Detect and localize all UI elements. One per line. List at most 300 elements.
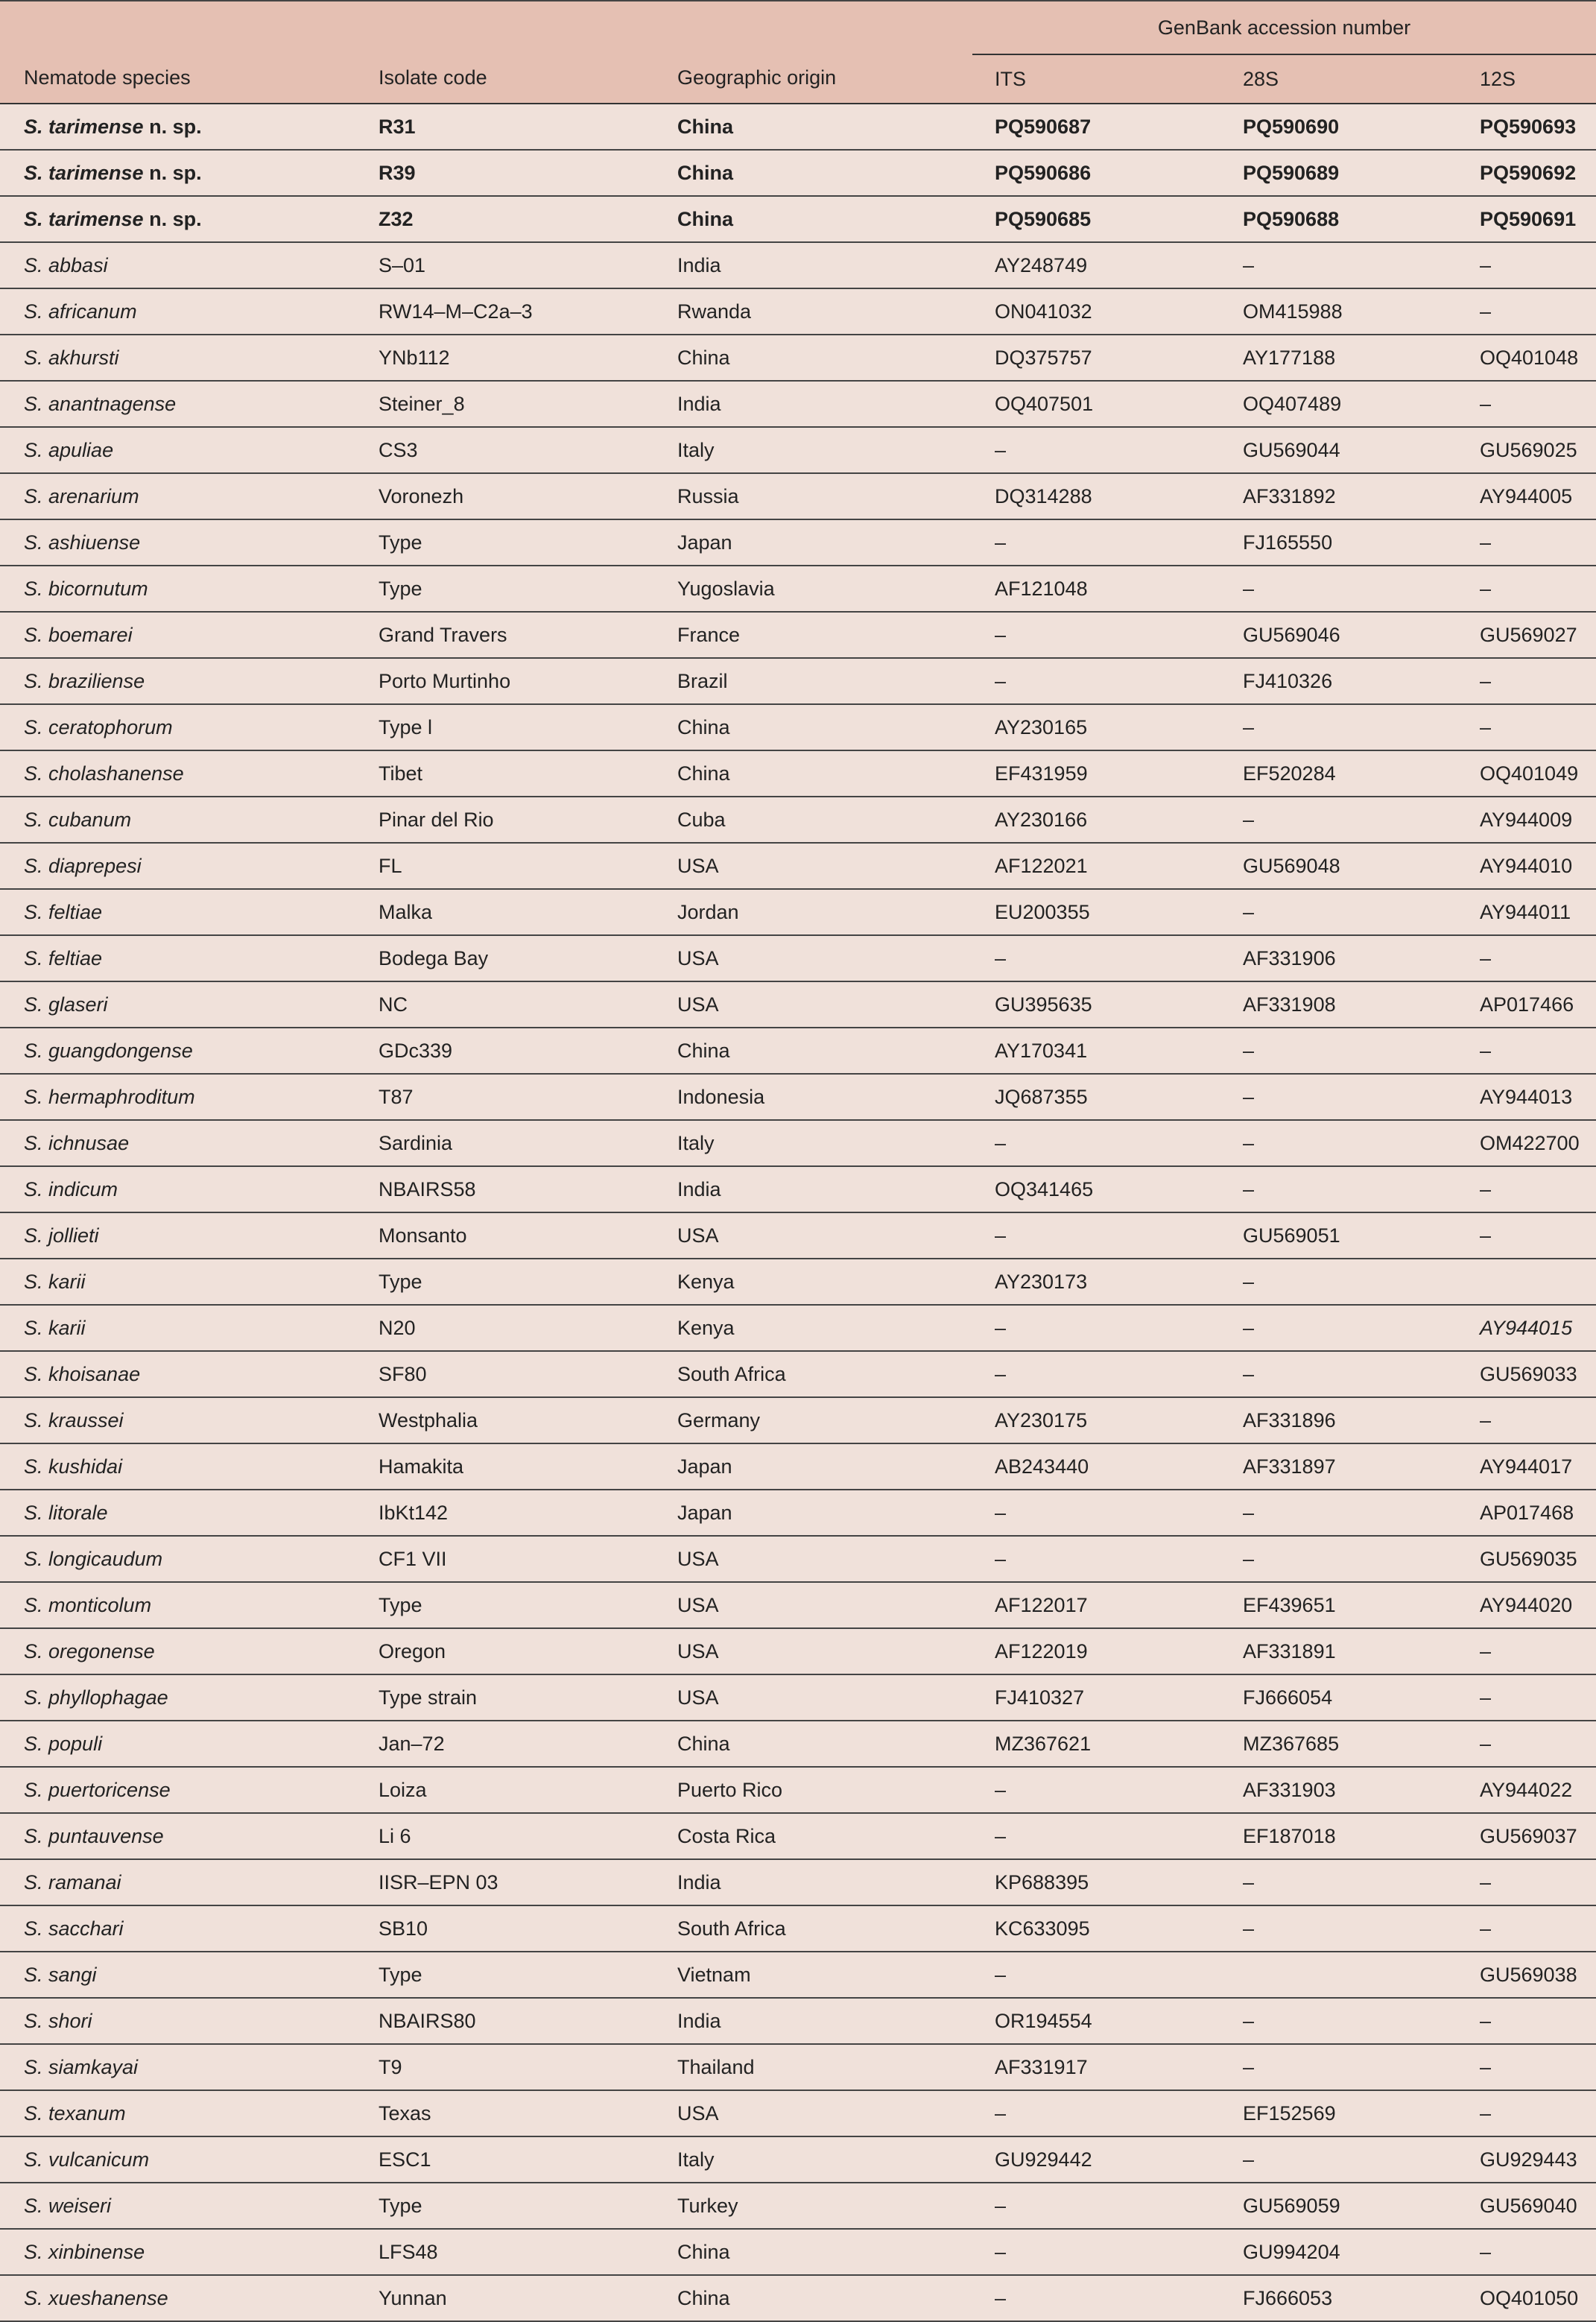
cell-origin: Italy — [653, 427, 972, 473]
species-name: S. karii — [24, 1270, 86, 1293]
table-row — [0, 519, 1596, 566]
cell-12s: PQ590691 — [1466, 196, 1596, 242]
cell-origin: South Africa — [653, 1905, 972, 1952]
cell-origin: China — [653, 1721, 972, 1767]
table-row — [0, 1674, 1596, 1721]
header-genbank: GenBank accession number — [972, 1, 1596, 54]
cell-12s: – — [1466, 1998, 1596, 2044]
cell-its: AF122017 — [972, 1582, 1220, 1628]
cell-species — [0, 1120, 355, 1166]
cell-isolate: Oregon — [355, 1628, 653, 1674]
cell-isolate: Sardinia — [355, 1120, 653, 1166]
cell-isolate: NC — [355, 981, 653, 1028]
cell-origin: China — [653, 335, 972, 381]
cell-12s: AY944017 — [1466, 1443, 1596, 1490]
table-row — [0, 797, 1596, 843]
cell-origin: Italy — [653, 2136, 972, 2183]
table-row — [0, 1397, 1596, 1443]
cell-isolate: Type strain — [355, 1674, 653, 1721]
cell-its: – — [972, 935, 1220, 981]
cell-12s: OQ401050 — [1466, 2275, 1596, 2321]
species-name: S. siamkayai — [24, 2055, 139, 2078]
header-species: Nematode species — [24, 66, 191, 89]
table-row — [0, 1952, 1596, 1998]
cell-origin: Indonesia — [653, 1074, 972, 1120]
cell-its: FJ410327 — [972, 1674, 1220, 1721]
species-name: S. texanum — [24, 2101, 126, 2125]
cell-origin: Brazil — [653, 658, 972, 704]
cell-isolate: FL — [355, 843, 653, 889]
cell-isolate: CF1 VII — [355, 1536, 653, 1582]
cell-28s: MZ367685 — [1220, 1721, 1466, 1767]
cell-28s: AY177188 — [1220, 335, 1466, 381]
cell-origin: China — [653, 2275, 972, 2321]
cell-origin: Yugoslavia — [653, 566, 972, 612]
cell-origin: Puerto Rico — [653, 1767, 972, 1813]
cell-its: – — [972, 1767, 1220, 1813]
table-row — [0, 104, 1596, 150]
species-name: S. ceratophorum — [24, 715, 173, 738]
cell-origin: China — [653, 150, 972, 196]
cell-28s: AF331906 — [1220, 935, 1466, 981]
cell-28s: GU569048 — [1220, 843, 1466, 889]
cell-origin: Japan — [653, 1443, 972, 1490]
cell-species — [0, 2229, 355, 2275]
header-isolate: Isolate code — [379, 66, 487, 89]
cell-28s: – — [1220, 1305, 1466, 1351]
cell-isolate: RW14–M–C2a–3 — [355, 288, 653, 335]
cell-its: OR194554 — [972, 1998, 1220, 2044]
cell-origin: Jordan — [653, 889, 972, 935]
cell-origin: India — [653, 1998, 972, 2044]
table-row — [0, 566, 1596, 612]
cell-12s: OQ401048 — [1466, 335, 1596, 381]
header-origin: Geographic origin — [677, 66, 837, 89]
table-row — [0, 1905, 1596, 1952]
cell-its: – — [972, 519, 1220, 566]
cell-12s: – — [1466, 2090, 1596, 2136]
cell-isolate: Porto Murtinho — [355, 658, 653, 704]
cell-12s: – — [1466, 1859, 1596, 1905]
cell-isolate: Type — [355, 1952, 653, 1998]
cell-species — [0, 104, 355, 150]
cell-isolate: CS3 — [355, 427, 653, 473]
cell-28s: PQ590689 — [1220, 150, 1466, 196]
cell-12s: AY944009 — [1466, 797, 1596, 843]
table-row — [0, 1028, 1596, 1074]
cell-12s: – — [1466, 2229, 1596, 2275]
cell-species — [0, 1305, 355, 1351]
cell-28s: – — [1220, 1351, 1466, 1397]
cell-its: AY170341 — [972, 1028, 1220, 1074]
table-row — [0, 2183, 1596, 2229]
cell-28s: – — [1220, 1905, 1466, 1952]
cell-species — [0, 612, 355, 658]
cell-isolate: Tibet — [355, 750, 653, 797]
table-row — [0, 1813, 1596, 1859]
cell-origin: Italy — [653, 1120, 972, 1166]
cell-28s: – — [1220, 1859, 1466, 1905]
cell-28s: AF331891 — [1220, 1628, 1466, 1674]
species-suffix: n. sp. — [143, 207, 202, 230]
cell-12s: GU569040 — [1466, 2183, 1596, 2229]
cell-origin: USA — [653, 1674, 972, 1721]
cell-its: PQ590687 — [972, 104, 1220, 150]
cell-its: – — [972, 2183, 1220, 2229]
species-name: S. hermaphroditum — [24, 1085, 195, 1108]
cell-12s: AY944005 — [1466, 473, 1596, 519]
cell-origin: Kenya — [653, 1305, 972, 1351]
cell-isolate: Z32 — [355, 196, 653, 242]
cell-28s: EF520284 — [1220, 750, 1466, 797]
cell-isolate: Hamakita — [355, 1443, 653, 1490]
species-name: S. phyllophagae — [24, 1686, 168, 1709]
cell-isolate: Yunnan — [355, 2275, 653, 2321]
species-name: S. cholashanense — [24, 762, 184, 785]
species-name: S. tarimense — [24, 115, 144, 138]
table-row — [0, 2090, 1596, 2136]
cell-isolate: ESC1 — [355, 2136, 653, 2183]
cell-species — [0, 1397, 355, 1443]
cell-its: JQ687355 — [972, 1074, 1220, 1120]
cell-12s: – — [1466, 1721, 1596, 1767]
cell-its: AY248749 — [972, 242, 1220, 288]
table-body — [0, 104, 1596, 2321]
cell-28s: GU569051 — [1220, 1212, 1466, 1259]
table-row — [0, 473, 1596, 519]
cell-isolate: LFS48 — [355, 2229, 653, 2275]
cell-12s: PQ590693 — [1466, 104, 1596, 150]
cell-origin: China — [653, 1028, 972, 1074]
cell-its: – — [972, 2275, 1220, 2321]
cell-its: AY230175 — [972, 1397, 1220, 1443]
cell-its: PQ590686 — [972, 150, 1220, 196]
cell-species — [0, 843, 355, 889]
cell-its: – — [972, 612, 1220, 658]
cell-12s: OQ401049 — [1466, 750, 1596, 797]
table-row — [0, 2136, 1596, 2183]
cell-28s: AF331908 — [1220, 981, 1466, 1028]
species-name: S. anantnagense — [24, 392, 177, 415]
cell-12s: AY944020 — [1466, 1582, 1596, 1628]
header-28s: 28S — [1243, 67, 1279, 90]
cell-28s: GU569059 — [1220, 2183, 1466, 2229]
table-row — [0, 1536, 1596, 1582]
table-header — [0, 1, 1596, 104]
cell-species — [0, 1905, 355, 1952]
cell-species — [0, 1721, 355, 1767]
species-name: S. tarimense — [24, 161, 144, 184]
cell-species — [0, 1443, 355, 1490]
species-name: S. ramanai — [24, 1870, 121, 1894]
table-row — [0, 1074, 1596, 1120]
species-name: S. karii — [24, 1316, 86, 1339]
cell-species — [0, 381, 355, 427]
cell-isolate: IbKt142 — [355, 1490, 653, 1536]
cell-isolate: Type — [355, 519, 653, 566]
cell-species — [0, 196, 355, 242]
species-name: S. xueshanense — [24, 2286, 168, 2309]
table-row — [0, 1443, 1596, 1490]
table-row — [0, 288, 1596, 335]
species-name: S. glaseri — [24, 993, 108, 1016]
cell-species — [0, 658, 355, 704]
cell-28s: – — [1220, 1074, 1466, 1120]
species-name: S. khoisanae — [24, 1362, 141, 1385]
cell-its: – — [972, 658, 1220, 704]
cell-its: AF122021 — [972, 843, 1220, 889]
species-name: S. bicornutum — [24, 577, 148, 600]
cell-its: PQ590685 — [972, 196, 1220, 242]
header-12s: 12S — [1480, 67, 1516, 90]
table-row — [0, 1721, 1596, 1767]
cell-isolate: YNb112 — [355, 335, 653, 381]
cell-28s: – — [1220, 889, 1466, 935]
cell-its: – — [972, 2090, 1220, 2136]
cell-origin: USA — [653, 843, 972, 889]
cell-its: – — [972, 427, 1220, 473]
cell-origin: USA — [653, 1582, 972, 1628]
cell-28s: – — [1220, 1028, 1466, 1074]
species-name: S. populi — [24, 1732, 103, 1755]
species-name: S. apuliae — [24, 438, 114, 461]
cell-28s: OQ407489 — [1220, 381, 1466, 427]
table-row — [0, 1628, 1596, 1674]
table-row — [0, 242, 1596, 288]
cell-isolate: Bodega Bay — [355, 935, 653, 981]
cell-isolate: Westphalia — [355, 1397, 653, 1443]
cell-its: – — [972, 1212, 1220, 1259]
species-suffix: n. sp. — [143, 115, 202, 138]
cell-isolate: GDc339 — [355, 1028, 653, 1074]
cell-isolate: SF80 — [355, 1351, 653, 1397]
cell-origin: USA — [653, 1536, 972, 1582]
species-name: S. sangi — [24, 1963, 97, 1986]
cell-its: – — [972, 1305, 1220, 1351]
cell-12s: GU569038 — [1466, 1952, 1596, 1998]
species-name: S. xinbinense — [24, 2240, 145, 2263]
cell-origin: USA — [653, 981, 972, 1028]
cell-12s: – — [1466, 242, 1596, 288]
cell-species — [0, 1628, 355, 1674]
cell-species — [0, 427, 355, 473]
cell-12s: – — [1466, 1166, 1596, 1212]
species-name: S. puertoricense — [24, 1778, 171, 1801]
cell-origin: India — [653, 1859, 972, 1905]
cell-its: – — [972, 1351, 1220, 1397]
species-name: S. oregonense — [24, 1639, 155, 1663]
species-name: S. indicum — [24, 1177, 118, 1200]
species-name: S. jollieti — [24, 1224, 99, 1247]
cell-28s: – — [1220, 1166, 1466, 1212]
cell-isolate: Type — [355, 1259, 653, 1305]
cell-28s: AF331892 — [1220, 473, 1466, 519]
cell-isolate: T87 — [355, 1074, 653, 1120]
cell-its: – — [972, 1952, 1220, 1998]
cell-origin: Cuba — [653, 797, 972, 843]
cell-12s: AP017468 — [1466, 1490, 1596, 1536]
table-row — [0, 335, 1596, 381]
cell-isolate: Type — [355, 566, 653, 612]
species-name: S. cubanum — [24, 808, 132, 831]
cell-its: MZ367621 — [972, 1721, 1220, 1767]
cell-origin: China — [653, 750, 972, 797]
cell-12s: – — [1466, 1674, 1596, 1721]
cell-species — [0, 981, 355, 1028]
cell-origin: Japan — [653, 519, 972, 566]
cell-28s: FJ165550 — [1220, 519, 1466, 566]
cell-28s: FJ666053 — [1220, 2275, 1466, 2321]
cell-12s: GU569033 — [1466, 1351, 1596, 1397]
cell-isolate: Type l — [355, 704, 653, 750]
cell-isolate: Voronezh — [355, 473, 653, 519]
cell-isolate: Steiner_8 — [355, 381, 653, 427]
cell-origin: Japan — [653, 1490, 972, 1536]
cell-origin: Turkey — [653, 2183, 972, 2229]
species-name: S. longicaudum — [24, 1547, 163, 1570]
cell-origin: China — [653, 104, 972, 150]
cell-28s: – — [1220, 566, 1466, 612]
cell-species — [0, 1212, 355, 1259]
table-row — [0, 1859, 1596, 1905]
species-name: S. braziliense — [24, 669, 145, 692]
table-row — [0, 2044, 1596, 2090]
species-name: S. sacchari — [24, 1917, 124, 1940]
cell-origin: Russia — [653, 473, 972, 519]
cell-species — [0, 1351, 355, 1397]
cell-species — [0, 519, 355, 566]
cell-species — [0, 1166, 355, 1212]
cell-isolate: Monsanto — [355, 1212, 653, 1259]
cell-12s: GU569035 — [1466, 1536, 1596, 1582]
cell-origin: Kenya — [653, 1259, 972, 1305]
cell-isolate: S–01 — [355, 242, 653, 288]
cell-its: AY230165 — [972, 704, 1220, 750]
table-row — [0, 1212, 1596, 1259]
cell-28s: EF187018 — [1220, 1813, 1466, 1859]
species-name: S. abbasi — [24, 253, 108, 276]
cell-isolate: R31 — [355, 104, 653, 150]
species-name: S. feltiae — [24, 946, 103, 969]
cell-isolate: T9 — [355, 2044, 653, 2090]
table-row — [0, 750, 1596, 797]
table-row — [0, 843, 1596, 889]
cell-species — [0, 1074, 355, 1120]
cell-isolate: NBAIRS58 — [355, 1166, 653, 1212]
species-name: S. weiseri — [24, 2194, 112, 2217]
species-name: S. guangdongense — [24, 1039, 193, 1062]
cell-species — [0, 889, 355, 935]
cell-28s: EF152569 — [1220, 2090, 1466, 2136]
cell-isolate: Li 6 — [355, 1813, 653, 1859]
cell-28s: – — [1220, 242, 1466, 288]
cell-28s: AF331903 — [1220, 1767, 1466, 1813]
species-name: S. arenarium — [24, 484, 139, 507]
cell-isolate: Grand Travers — [355, 612, 653, 658]
cell-its: – — [972, 1536, 1220, 1582]
cell-12s: – — [1466, 704, 1596, 750]
cell-its: AB243440 — [972, 1443, 1220, 1490]
cell-species — [0, 288, 355, 335]
species-name: S. tarimense — [24, 207, 144, 230]
cell-species — [0, 1490, 355, 1536]
cell-its: GU929442 — [972, 2136, 1220, 2183]
cell-species — [0, 1998, 355, 2044]
cell-28s: – — [1220, 1120, 1466, 1166]
cell-28s: FJ410326 — [1220, 658, 1466, 704]
species-name: S. ashiuense — [24, 531, 141, 554]
species-name: S. boemarei — [24, 623, 133, 646]
cell-species — [0, 242, 355, 288]
table-row — [0, 612, 1596, 658]
cell-28s: – — [1220, 704, 1466, 750]
cell-origin: Vietnam — [653, 1952, 972, 1998]
cell-its: DQ375757 — [972, 335, 1220, 381]
cell-origin: India — [653, 242, 972, 288]
cell-its: EU200355 — [972, 889, 1220, 935]
cell-12s: AY944011 — [1466, 889, 1596, 935]
cell-28s: – — [1220, 1536, 1466, 1582]
table-row — [0, 1582, 1596, 1628]
table-row — [0, 196, 1596, 242]
header-its: ITS — [995, 67, 1027, 90]
table-row — [0, 935, 1596, 981]
cell-its: OQ341465 — [972, 1166, 1220, 1212]
cell-28s: AF331897 — [1220, 1443, 1466, 1490]
cell-origin: India — [653, 1166, 972, 1212]
table-row — [0, 981, 1596, 1028]
species-name: S. monticolum — [24, 1593, 152, 1616]
cell-its: KP688395 — [972, 1859, 1220, 1905]
cell-species — [0, 2090, 355, 2136]
cell-isolate: Type — [355, 2183, 653, 2229]
table-row — [0, 889, 1596, 935]
cell-species — [0, 935, 355, 981]
cell-species — [0, 1952, 355, 1998]
cell-28s: – — [1220, 2044, 1466, 2090]
table-row — [0, 150, 1596, 196]
cell-isolate: IISR–EPN 03 — [355, 1859, 653, 1905]
cell-12s: – — [1466, 935, 1596, 981]
cell-species — [0, 704, 355, 750]
table-row — [0, 1166, 1596, 1212]
cell-origin: USA — [653, 1212, 972, 1259]
cell-its: – — [972, 1490, 1220, 1536]
cell-its: – — [972, 1813, 1220, 1859]
cell-12s: GU569037 — [1466, 1813, 1596, 1859]
cell-isolate: Pinar del Rio — [355, 797, 653, 843]
table-row — [0, 704, 1596, 750]
species-name: S. akhursti — [24, 346, 119, 369]
cell-12s: – — [1466, 1212, 1596, 1259]
cell-12s: OM422700 — [1466, 1120, 1596, 1166]
table-row — [0, 658, 1596, 704]
cell-isolate: Jan–72 — [355, 1721, 653, 1767]
species-name: S. feltiae — [24, 900, 103, 923]
cell-28s: – — [1220, 2136, 1466, 2183]
cell-origin: China — [653, 2229, 972, 2275]
cell-12s: AY944013 — [1466, 1074, 1596, 1120]
cell-origin: Costa Rica — [653, 1813, 972, 1859]
cell-species — [0, 2275, 355, 2321]
cell-origin: USA — [653, 2090, 972, 2136]
species-name: S. ichnusae — [24, 1131, 130, 1154]
cell-isolate: Type — [355, 1582, 653, 1628]
cell-12s: – — [1466, 1628, 1596, 1674]
cell-28s: PQ590688 — [1220, 196, 1466, 242]
cell-28s: – — [1220, 1259, 1466, 1305]
cell-species — [0, 2136, 355, 2183]
